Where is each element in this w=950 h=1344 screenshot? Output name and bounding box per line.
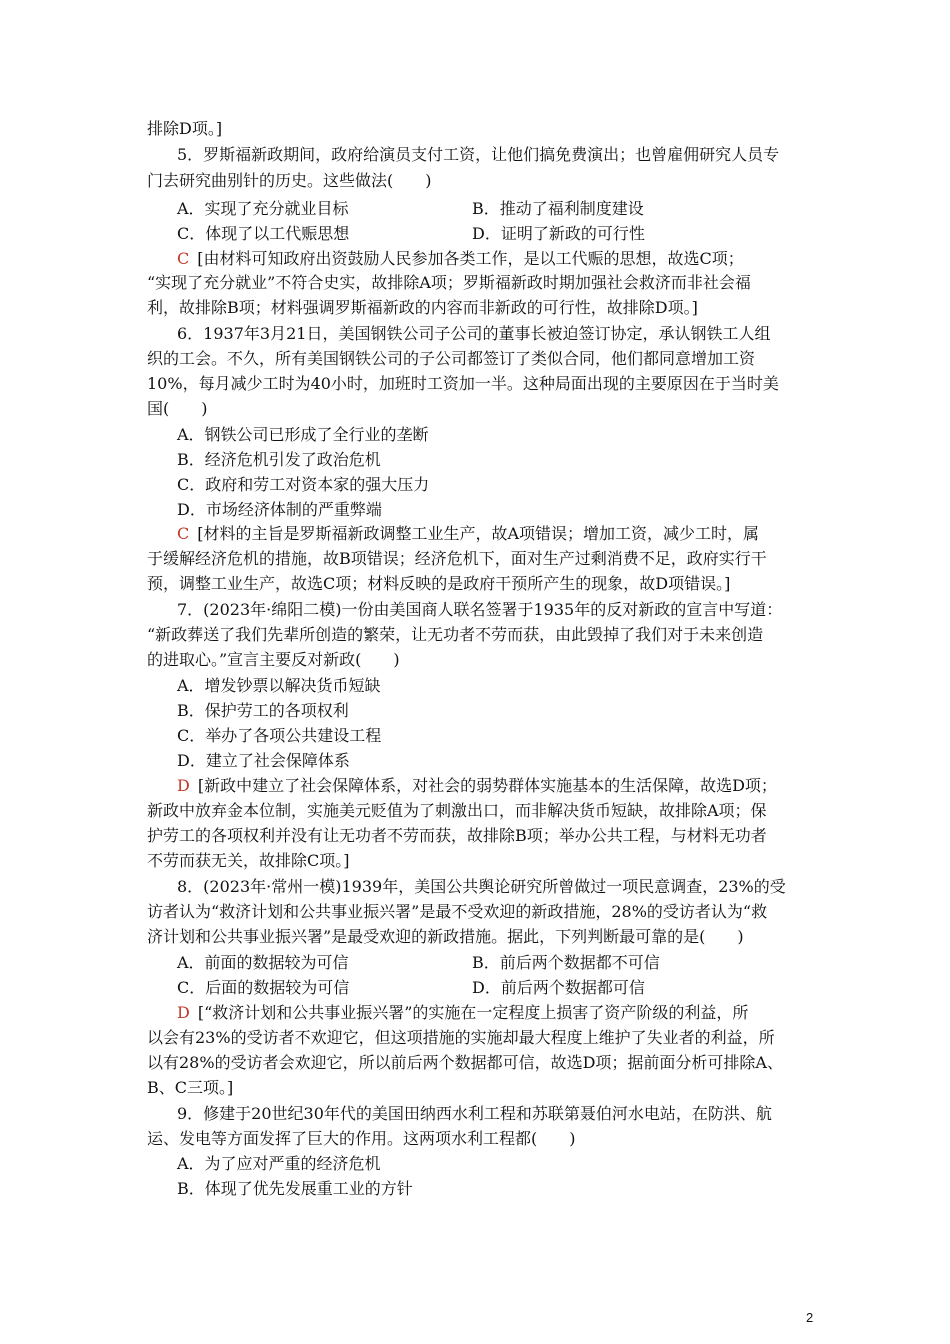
option-a: A．钢铁公司已形成了全行业的垄断 <box>177 425 429 444</box>
option-b: B．保护劳工的各项权利 <box>177 701 349 720</box>
answer-explanation: 新政中放弃金本位制，实施美元贬值为了刺激出口，而非解决货币短缺，故排除A项；保 <box>147 801 767 820</box>
option-c: C．举办了各项公共建设工程 <box>177 726 382 745</box>
option-a: A．为了应对严重的经济危机 <box>177 1154 381 1173</box>
option-b: B．经济危机引发了政治危机 <box>177 450 381 469</box>
answer-letter: D <box>177 776 190 795</box>
option-b: B．前后两个数据都不可信 <box>472 953 660 972</box>
answer-explanation: B、C三项。] <box>147 1078 234 1097</box>
option-b: B．推动了福利制度建设 <box>472 199 644 218</box>
option-c: C．体现了以工代赈思想 <box>177 224 350 243</box>
answer-explanation: 护劳工的各项权利并没有让无功者不劳而获，故排除B项；举办公共工程，与材料无功者 <box>147 826 767 845</box>
option-c: C．政府和劳工对资本家的强大压力 <box>177 475 430 494</box>
option-d: D．建立了社会保障体系 <box>177 751 350 770</box>
answer-explanation: 不劳而获无关，故排除C项。] <box>147 851 350 870</box>
page-number: 2 <box>806 1310 814 1325</box>
question-8-stem: 访者认为“救济计划和公共事业振兴署”是最不受欢迎的新政措施，28%的受访者认为“救 <box>147 902 768 921</box>
question-9-stem: 9．修建于20世纪30年代的美国田纳西水利工程和苏联第聂伯河水电站，在防洪、航 <box>177 1104 772 1123</box>
answer-explanation: “实现了充分就业”不符合史实，故排除A项；罗斯福新政时期加强社会救济而非社会福 <box>147 273 751 292</box>
option-a: A．增发钞票以解决货币短缺 <box>177 676 381 695</box>
question-5-stem: 5．罗斯福新政期间，政府给演员支付工资，让他们搞免费演出；也曾雇佣研究人员专 <box>177 145 780 164</box>
question-6-stem: 10%，每月减少工时为40小时，加班时工资加一半。这种局面出现的主要原因在于当时美 <box>147 374 779 393</box>
question-7-stem: “新政葬送了我们先辈所创造的繁荣，让无功者不劳而获，由此毁掉了我们对于未来创造 <box>147 625 764 644</box>
option-c: C．后面的数据较为可信 <box>177 978 350 997</box>
option-d: D．证明了新政的可行性 <box>472 224 645 243</box>
option-d: D．市场经济体制的严重弊端 <box>177 500 382 519</box>
answer-explanation: 于缓解经济危机的措施，故B项错误；经济危机下，面对生产过剩消费不足，政府实行干 <box>147 549 767 568</box>
answer-letter: C <box>177 249 190 268</box>
question-7-stem: 7．(2023年·绵阳二模)一份由美国商人联名签署于1935年的反对新政的宣言中写道： <box>177 600 783 619</box>
option-a: A．实现了充分就业目标 <box>177 199 349 218</box>
question-8-stem: 8．(2023年·常州一模)1939年，美国公共舆论研究所曾做过一项民意调查，23%的受 <box>177 877 786 896</box>
answer-explanation: C [由材料可知政府出资鼓励人民参加各类工作，是以工代赈的思想，故选C项； <box>177 249 744 268</box>
answer-explanation: 利，故排除B项；材料强调罗斯福新政的内容而非新政的可行性，故排除D项。] <box>147 298 698 317</box>
answer-letter: C <box>177 524 190 543</box>
question-6-stem: 国( ) <box>147 399 208 418</box>
question-5-stem: 门去研究曲别针的历史。这些做法( ) <box>147 171 432 190</box>
answer-letter: D <box>177 1003 190 1022</box>
answer-explanation: D [“救济计划和公共事业振兴署”的实施在一定程度上损害了资产阶级的利益，所 <box>177 1003 749 1022</box>
option-b: B．体现了优先发展重工业的方针 <box>177 1179 413 1198</box>
answer-explanation: 以有28%的受访者会欢迎它，所以前后两个数据都可信，故选D项；据前面分析可排除A、 <box>147 1053 783 1072</box>
question-9-stem: 运、发电等方面发挥了巨大的作用。这两项水利工程都( ) <box>147 1129 576 1148</box>
answer-explanation: 预，调整工业生产，故选C项；材料反映的是政府干预所产生的现象，故D项错误。] <box>147 574 731 593</box>
question-6-stem: 织的工会。不久，所有美国钢铁公司的子公司都签订了类似合同，他们都同意增加工资 <box>147 349 756 368</box>
answer-explanation: 以会有23%的受访者不欢迎它，但这项措施的实施却最大程度上维护了失业者的利益，所 <box>147 1028 775 1047</box>
text-line: 排除D项。] <box>147 119 223 138</box>
answer-explanation: C [材料的主旨是罗斯福新政调整工业生产，故A项错误；增加工资，减少工时，属 <box>177 524 760 543</box>
question-7-stem: 的进取心。”宣言主要反对新政( ) <box>147 650 400 669</box>
option-a: A．前面的数据较为可信 <box>177 953 349 972</box>
answer-explanation: D [新政中建立了社会保障体系，对社会的弱势群体实施基本的生活保障，故选D项； <box>177 776 777 795</box>
question-8-stem: 济计划和公共事业振兴署”是最受欢迎的新政措施。据此，下列判断最可靠的是( ) <box>147 927 744 946</box>
option-d: D．前后两个数据都可信 <box>472 978 645 997</box>
question-6-stem: 6．1937年3月21日，美国钢铁公司子公司的董事长被迫签订协定，承认钢铁工人组 <box>177 324 771 343</box>
